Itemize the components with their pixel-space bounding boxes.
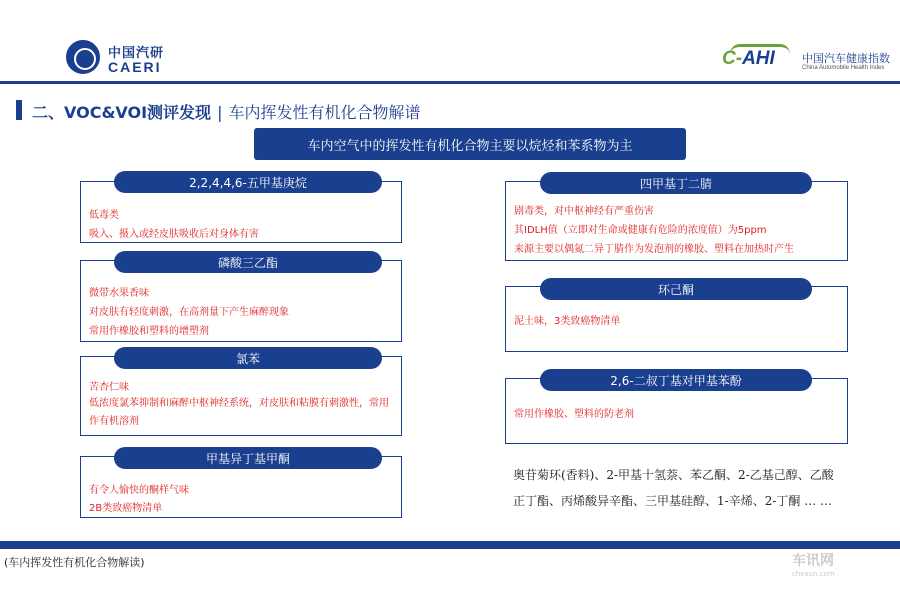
caeri-logo-cn: 中国汽研 (108, 46, 165, 61)
compound-title-cyclohexanone: 环己酮 (540, 278, 812, 300)
other-compounds-text: 奥苷菊环(香料)、2-甲基十氢萘、苯乙酮、2-乙基己醇、乙酸正丁酯、丙烯酸异辛酯、三甲基硅醇、1-辛烯、2-丁酮 … … (513, 468, 834, 508)
section-title-separator: | (217, 103, 223, 122)
summary-banner: 车内空气中的挥发性有机化合物主要以烷烃和苯系物为主 (254, 128, 686, 160)
compound-line: 微带水果香味 (89, 288, 149, 299)
watermark-sub: chexun.com (792, 570, 835, 578)
compound-line: 对皮肤有轻度刺激，在高剂量下产生麻醉现象 (89, 307, 289, 318)
c-ahi-mark: C-AHI (722, 48, 775, 69)
compound-line: 其IDLH值（立即对生命或健康有危险的浓度值）为5ppm (514, 225, 767, 236)
footer-divider (0, 541, 900, 549)
section-subtitle: 车内挥发性有机化合物解谱 (228, 103, 421, 122)
watermark (792, 550, 835, 578)
compound-line: 2B类致癌物清单 (89, 503, 163, 514)
compound-line: 苦杏仁味 (89, 382, 129, 393)
compound-title-tetramethylsuccinonitrile: 四甲基丁二腈 (540, 172, 812, 194)
compound-title-pentamethylheptane: 2,2,4,4,6-五甲基庚烷 (114, 171, 382, 193)
c-ahi-logo (722, 44, 892, 76)
header-divider (0, 81, 900, 84)
compound-line: 常用作橡胶、塑料的防老剂 (514, 409, 634, 420)
c-ahi-logo-en: China Automobile Health Index (802, 65, 885, 71)
compound-title-mibk: 甲基异丁基甲酮 (114, 447, 382, 469)
section-title-main: 二、VOC&VOI测评发现 (32, 103, 212, 122)
compound-line: 有令人愉快的酮样气味 (89, 485, 189, 496)
compound-line: 来源主要以偶氮二异丁腈作为发泡剂的橡胶、塑料在加热时产生 (514, 244, 794, 255)
caeri-seal-icon (66, 40, 100, 74)
compound-line: 低毒类 (89, 210, 119, 221)
compound-title-triethyl-phosphate: 磷酸三乙酯 (114, 251, 382, 273)
caeri-logo-en: CAERI (108, 59, 162, 75)
image-caption: (车内挥发性有机化合物解读) (4, 556, 145, 569)
compound-line: 低浓度氯苯抑制和麻醉中枢神经系统，对皮肤和粘膜有刺激性，常用作有机溶剂 (89, 398, 389, 427)
compound-line: 吸入、摄入或经皮肤吸收后对身体有害 (89, 229, 259, 240)
compound-line: 常用作橡胶和塑料的增塑剂 (89, 326, 209, 337)
compound-line: 泥土味，3类致癌物清单 (514, 316, 621, 327)
compound-title-chlorobenzene: 氯苯 (114, 347, 382, 369)
watermark-main: 车讯网 (792, 553, 834, 569)
section-title (32, 100, 420, 123)
c-ahi-logo-cn: 中国汽车健康指数 (802, 52, 890, 65)
caeri-logo (66, 40, 176, 76)
compound-title-bht: 2,6-二叔丁基对甲基苯酚 (540, 369, 812, 391)
section-marker (16, 100, 22, 120)
compound-line: 剧毒类，对中枢神经有严重伤害 (514, 206, 654, 217)
